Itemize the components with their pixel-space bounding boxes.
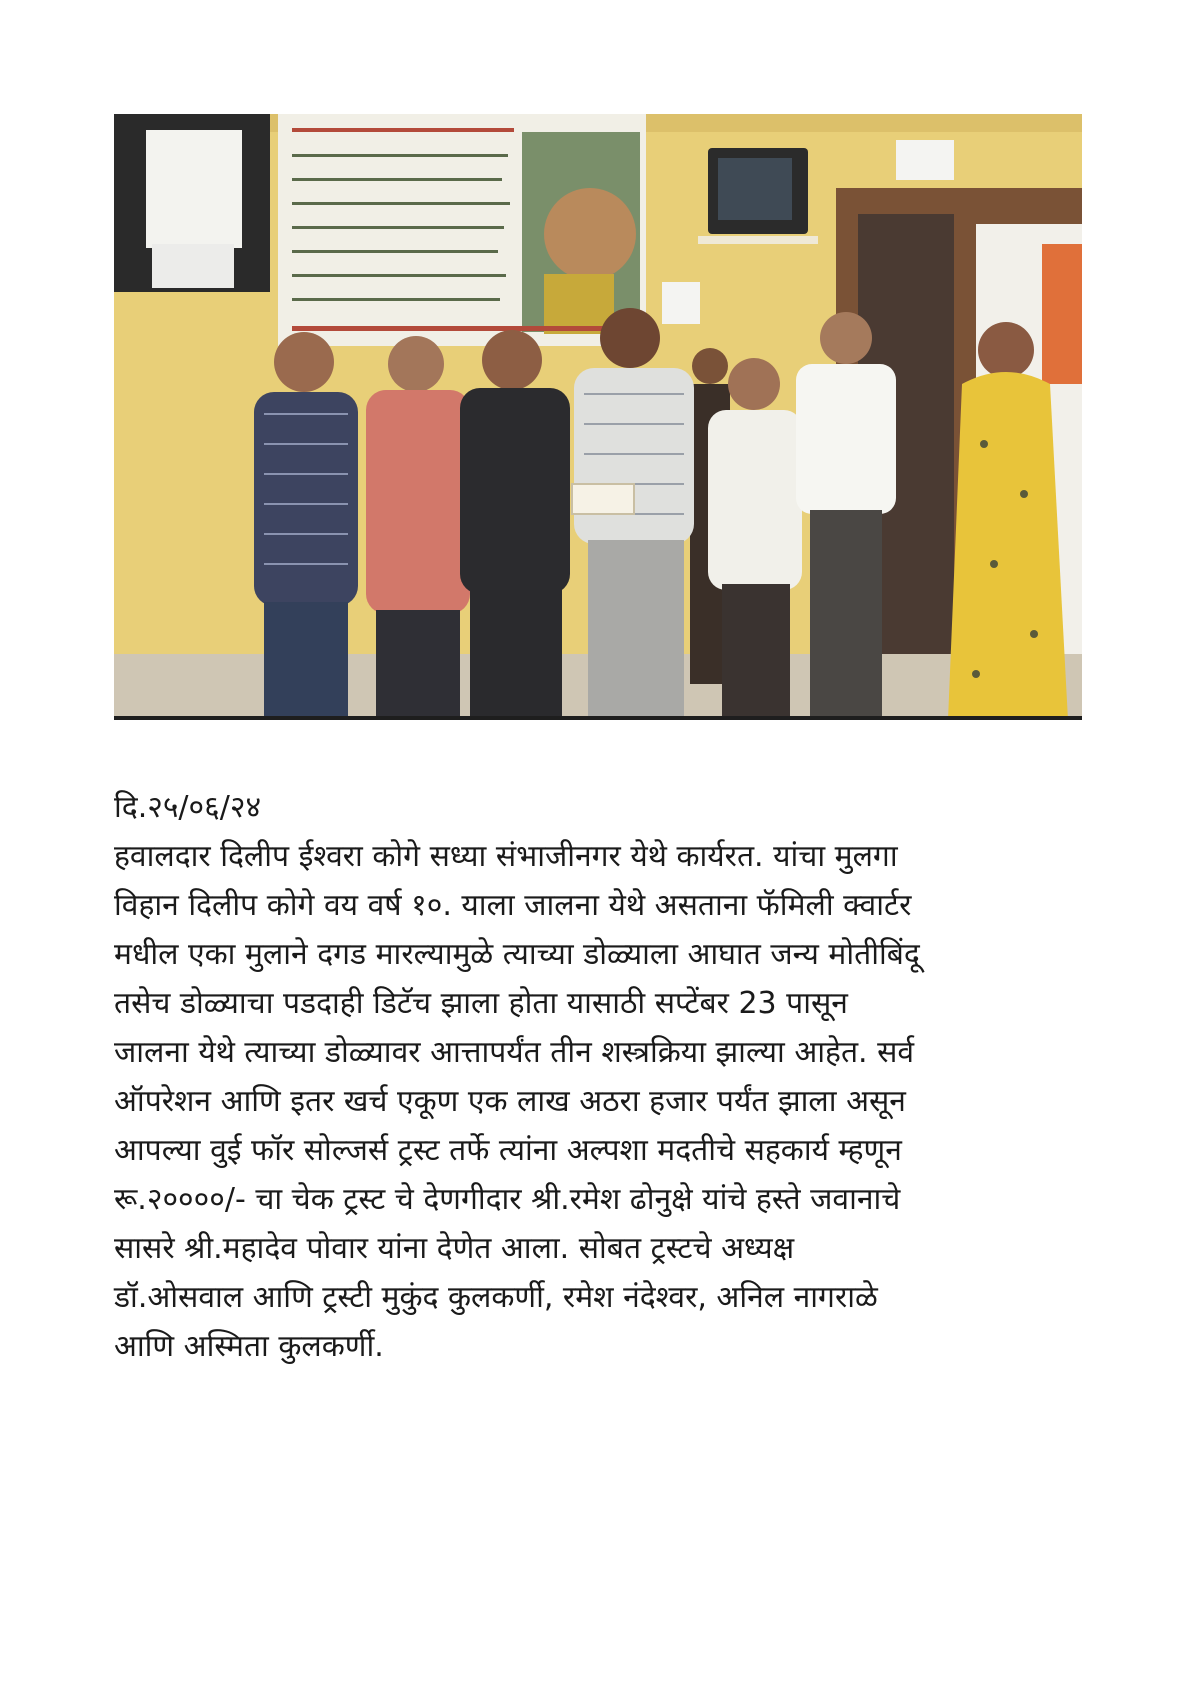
article-line: आपल्या वुई फॉर सोल्जर्स ट्रस्ट तर्फे त्यांना अल्पशा मदतीचे सहकार्य म्हणून [114,1133,902,1168]
person-5 [708,358,802,720]
group-photo-illustration [114,114,1082,720]
article-line: तसेच डोळ्याचा पडदाही डिटॅच झाला होता यासाठी सप्टेंबर 23 पासून [114,986,848,1021]
article-line: डॉ.ओसवाल आणि ट्रस्टी मुकुंद कुलकर्णी, रमेश नंदेश्वर, अनिल नागराळे [114,1280,878,1315]
article-line: मधील एका मुलाने दगड मारल्यामुळे त्याच्या डोळ्याला आघात जन्य मोतीबिंदू [114,937,920,972]
article-line: आणि अस्मिता कुलकर्णी. [114,1329,384,1364]
person-2 [366,336,470,720]
person-6 [796,312,896,720]
article-line: जालना येथे त्याच्या डोळ्यावर आत्तापर्यंत तीन शस्त्रक्रिया झाल्या आहेत. सर्व [114,1035,915,1070]
article-line: ऑपरेशन आणि इतर खर्च एकूण एक लाख अठरा हजार पर्यंत झाला असून [114,1084,906,1119]
article-line: रू.२००००/- चा चेक ट्रस्ट चे देणगीदार श्री.रमेश ढोनुक्षे यांचे हस्ते जवानाचे [114,1182,901,1217]
group-photo [114,114,1082,720]
article-line: विहान दिलीप कोगे वय वर्ष १०. याला जालना येथे असताना फॅमिली क्वार्टर [114,888,912,923]
cheque [572,484,634,514]
article-date: दि.२५/०६/२४ [114,790,262,825]
person-3 [460,330,570,720]
article-text [114,784,1094,1371]
article-line: सासरे श्री.महादेव पोवार यांना देणेत आला. सोबत ट्रस्टचे अध्यक्ष [114,1231,795,1266]
article-line: हवालदार दिलीप ईश्वरा कोगे सध्या संभाजीनगर येथे कार्यरत. यांचा मुलगा [114,839,898,874]
